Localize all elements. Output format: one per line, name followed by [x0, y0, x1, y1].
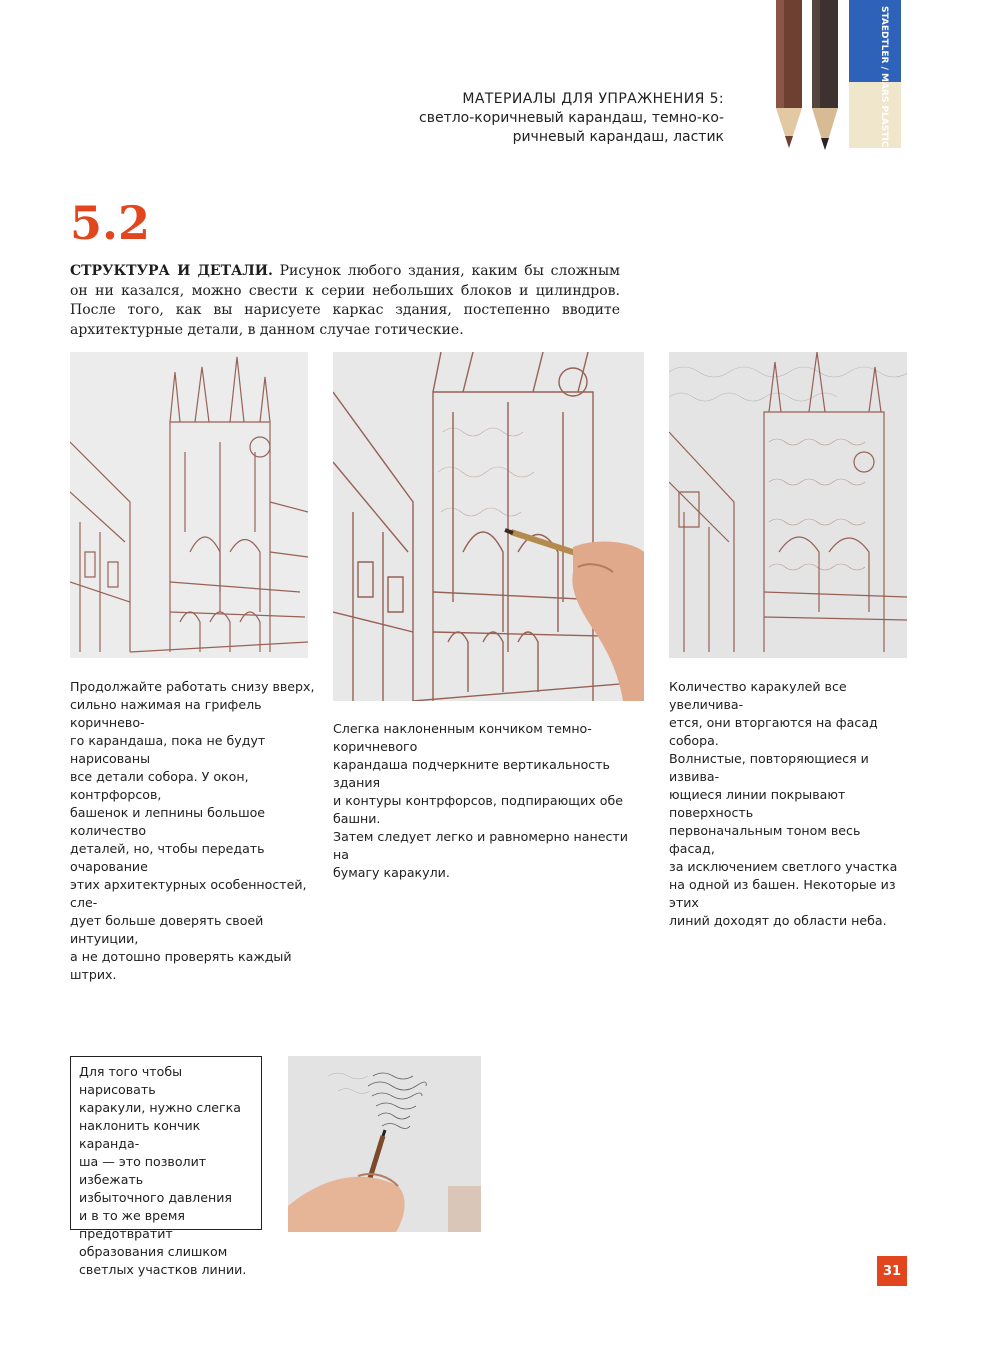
materials-block: [419, 90, 724, 147]
caption-right: Количество каракулей все увеличива- ется, они вторгаются на фасад собора. Волнистые, повторяющиеся и извива- ющиеся линии покрывают поверхность первоначальным тоном весь фасад, за исключением светлого участка на одной из башен. Некоторые из этих линий доходят до области неба.: [669, 679, 898, 928]
caption-middle: Слегка наклоненным кончиком темно-коричневого карандаша подчеркните вертикальность здания и контуры контрфорсов, подпирающих обе башни. Затем следует легко и равномерно нанести на бумагу каракули.: [333, 721, 628, 880]
materials-line-2: ричневый карандаш, ластик: [512, 129, 724, 145]
caption-left: Продолжайте работать снизу вверх, сильно нажимая на грифель коричнево- го карандаша, пока не будут нарисованы все детали собора. У окон, контрфорсов, башенок и лепнины большое количество деталей, но, чтобы передать очарование этих архитектурных особенностей, сле- дует больше доверять своей интуиции, а не дотошно проверять каждый штрих.: [70, 679, 315, 982]
materials-title: МАТЕРИАЛЫ ДЛЯ УПРАЖНЕНИЯ 5:: [462, 91, 724, 107]
materials-line-1: светло-коричневый карандаш, темно-ко-: [419, 110, 724, 126]
scribble-photo: [288, 1056, 481, 1232]
tip-text: Для того чтобы нарисовать каракули, нужно слегка наклонить кончик каранда- ша — это позволит избежать избыточного давления и в то же время предотвратит образования слишком светлых участков линии.: [79, 1064, 247, 1277]
sketch-photo-3: [669, 352, 907, 658]
intro-paragraph: [70, 262, 620, 340]
materials-illustration: [770, 0, 910, 155]
eraser-brand-text: STAEDTLER / MARS PLASTIC: [879, 6, 889, 148]
tip-box: [70, 1056, 262, 1277]
intro-lead: СТРУКТУРА И ДЕТАЛИ.: [70, 263, 273, 279]
page-number: 31: [877, 1256, 907, 1286]
sketch-photo-2: [333, 352, 644, 701]
section-number: 5.2: [70, 196, 151, 250]
intro-text: Рисунок любого здания, каким бы сложным он ни казался, можно свести к серии небольших блоков и цилиндров. После того, как вы нарисуете каркас здания, постепенно вводите архитектурные детали, в данном случае готические.: [70, 263, 620, 338]
sketch-photo-1: [70, 352, 308, 658]
